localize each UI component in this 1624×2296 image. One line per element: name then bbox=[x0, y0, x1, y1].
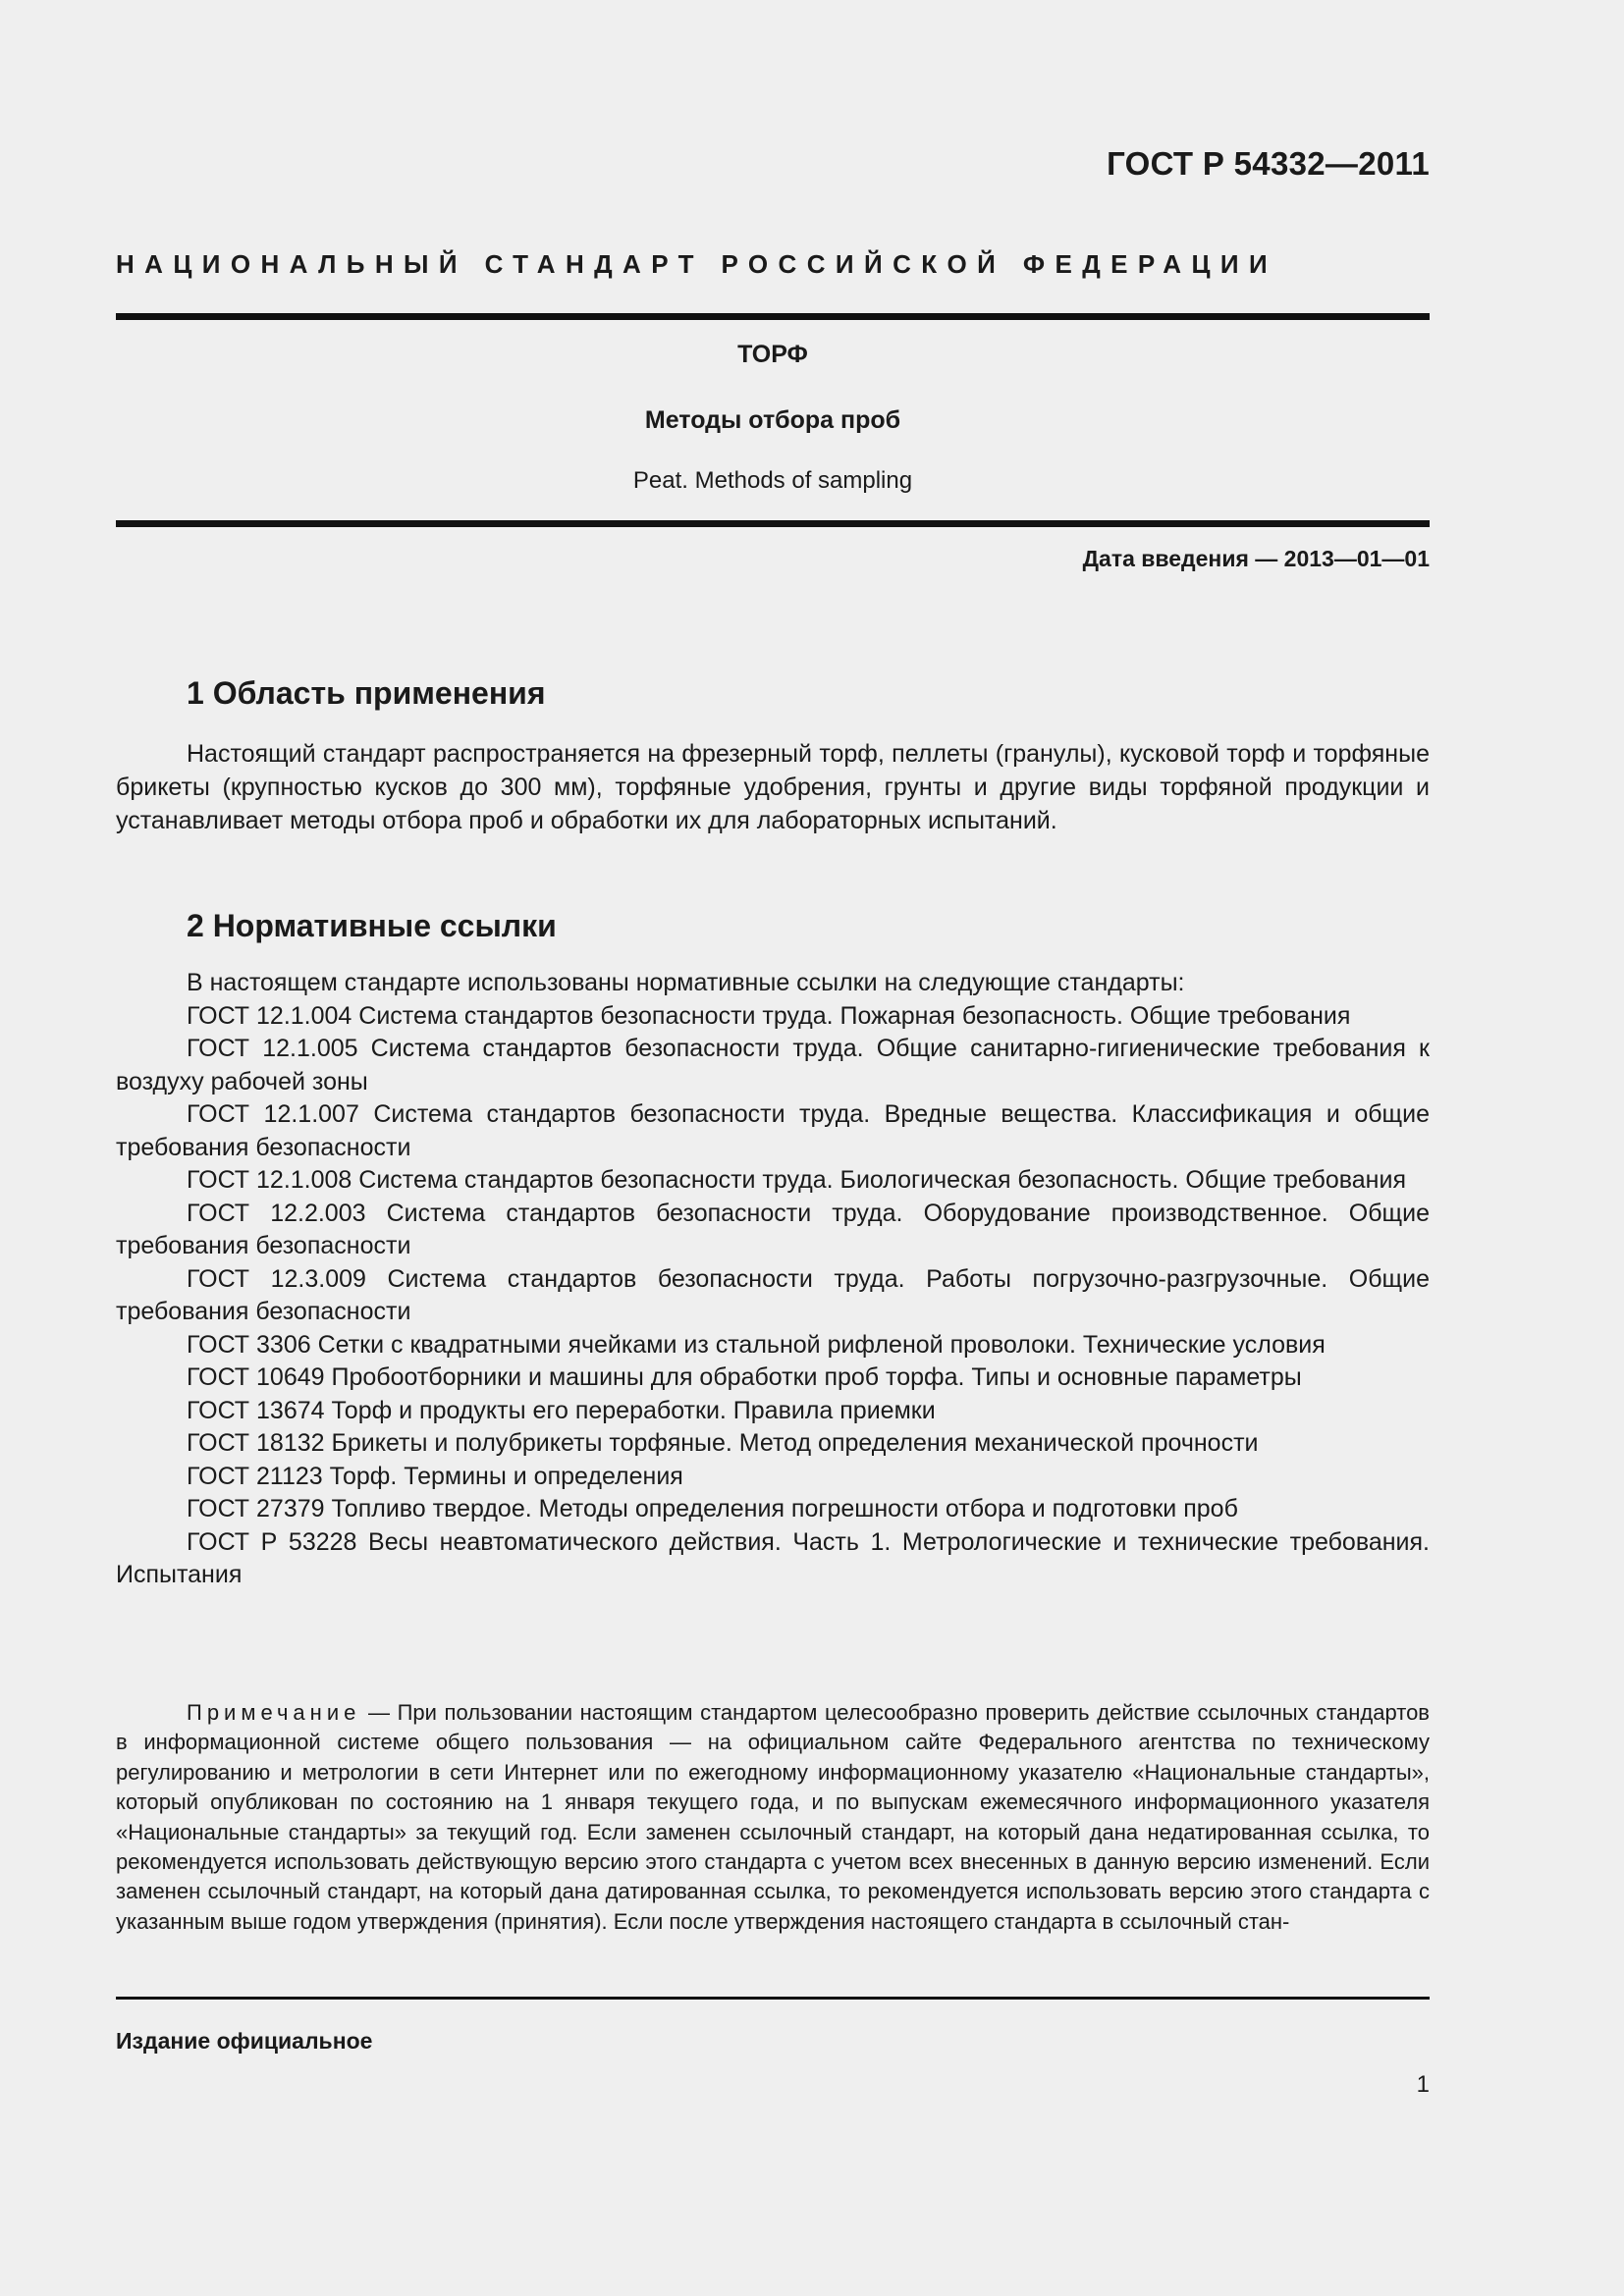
footer-rule bbox=[116, 1997, 1430, 2000]
reference-item: ГОСТ 12.3.009 Система стандартов безопасности труда. Работы погрузочно-разгрузочные. Общие требования безопасности bbox=[116, 1264, 1430, 1325]
scope-paragraph bbox=[116, 737, 1430, 837]
scope-text: Настоящий стандарт распространяется на фрезерный торф, пеллеты (гранулы), кусковой торф и торфяные брикеты (крупностью кусков до 300 мм), торфяные удобрения, грунты и другие виды торфяной продукции и устанавливает методы отбора проб и обработки их для лабораторных испытаний. bbox=[116, 740, 1430, 834]
references-intro: В настоящем стандарте использованы нормативные ссылки на следующие стандарты: bbox=[187, 969, 1185, 996]
national-standard-banner: НАЦИОНАЛЬНЫЙ СТАНДАРТ РОССИЙСКОЙ ФЕДЕРАЦИИ bbox=[116, 249, 1278, 279]
section-heading-references: 2 Нормативные ссылки bbox=[187, 908, 557, 943]
document-number: ГОСТ Р 54332—2011 bbox=[1107, 145, 1430, 182]
reference-item: ГОСТ 18132 Брикеты и полубрикеты торфяные. Метод определения механической прочности bbox=[187, 1429, 1259, 1457]
note-paragraph bbox=[116, 1698, 1430, 1937]
reference-item: ГОСТ 21123 Торф. Термины и определения bbox=[187, 1462, 683, 1490]
reference-item: ГОСТ 12.1.005 Система стандартов безопасности труда. Общие санитарно-гигиенические требования к воздуху рабочей зоны bbox=[116, 1035, 1430, 1095]
note-text: — При пользовании настоящим стандартом целесообразно проверить действие ссылочных стандартов в информационной системе общего пользования — на официальном сайте Федерального агентства по техническому регулированию и метрологии в сети Интернет или по ежегодному информационному указателю «Национальные стандарты», который опубликован по состоянию на 1 января текущего года, и по выпускам ежемесячного информационного указателя «Национальные стандарты» за текущий год. Если заменен ссылочный стандарт, на который дана недатированная ссылка, то рекомендуется использовать действующую версию этого стандарта с учетом всех внесенных в данную версию изменений. Если заменен ссылочный стандарт, на который дана датированная ссылка, то рекомендуется использовать версию этого стандарта с указанным выше годом утверждения (принятия). Если после утверждения настоящего стандарта в ссылочный стан- bbox=[116, 1700, 1430, 1934]
section-heading-scope: 1 Область применения bbox=[187, 675, 546, 711]
english-title: Peat. Methods of sampling bbox=[632, 467, 913, 494]
reference-item: ГОСТ 13674 Торф и продукты его переработки. Правила приемки bbox=[187, 1396, 936, 1424]
reference-item: ГОСТ 3306 Сетки с квадратными ячейками из стальной рифленой проволоки. Технические условия bbox=[187, 1330, 1326, 1359]
reference-item: ГОСТ 12.2.003 Система стандартов безопасности труда. Оборудование производственное. Общие требования безопасности bbox=[116, 1199, 1430, 1259]
document-title: ТОРФ bbox=[737, 341, 808, 368]
reference-item: ГОСТ 27379 Топливо твердое. Методы определения погрешности отбора и подготовки проб bbox=[187, 1495, 1238, 1522]
header-rule-bottom bbox=[116, 520, 1430, 527]
introduction-date: Дата введения — 2013—01—01 bbox=[1082, 546, 1430, 571]
document-page bbox=[116, 0, 1430, 2296]
references-block bbox=[116, 967, 1430, 1592]
reference-item: ГОСТ 12.1.004 Система стандартов безопасности труда. Пожарная безопасность. Общие требования bbox=[187, 1001, 1351, 1030]
edition-label: Издание официальное bbox=[116, 2028, 373, 2054]
page-number: 1 bbox=[1416, 2071, 1430, 2098]
reference-item: ГОСТ Р 53228 Весы неавтоматического действия. Часть 1. Метрологические и технические требования. Испытания bbox=[116, 1527, 1430, 1588]
reference-item: ГОСТ 12.1.007 Система стандартов безопасности труда. Вредные вещества. Классификация и общие требования безопасности bbox=[116, 1100, 1430, 1161]
header-rule-top bbox=[116, 313, 1430, 320]
reference-item: ГОСТ 10649 Пробоотборники и машины для обработки проб торфа. Типы и основные параметры bbox=[187, 1363, 1302, 1391]
document-subtitle: Методы отбора проб bbox=[644, 406, 901, 434]
note-label: Примечание bbox=[187, 1700, 361, 1725]
reference-item: ГОСТ 12.1.008 Система стандартов безопасности труда. Биологическая безопасность. Общие требования bbox=[187, 1166, 1406, 1194]
